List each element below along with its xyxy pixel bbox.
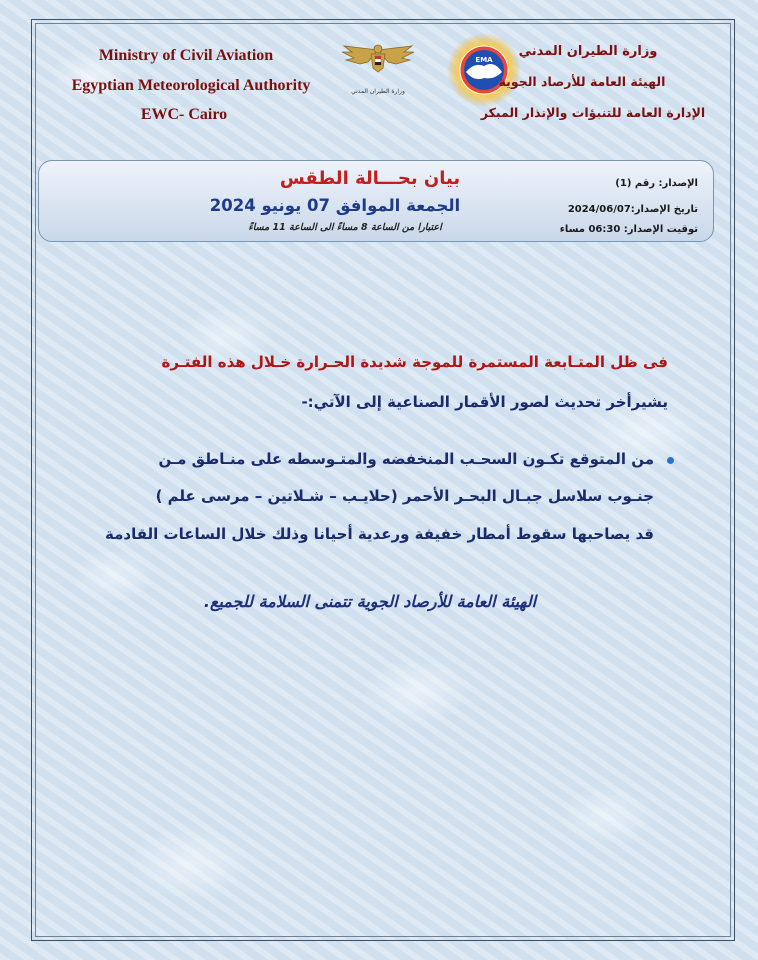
forecast-line-1: من المتوقع تكـون السحـب المنخفضه والمتـوسطه على منـاطق مـن bbox=[158, 450, 654, 468]
bulletin-title: بيان بحـــالة الطقس bbox=[279, 168, 461, 189]
forecast-line-3: قد يصاحبها سقوط أمطار خفيفة ورعدية أحيانا وذلك خلال الساعات القادمة bbox=[105, 525, 654, 543]
bulletin-validity: اعتبارا من الساعة 8 مساءً الى الساعة 11 مساءً bbox=[248, 222, 442, 233]
header-ar-ministry: وزارة الطيران المدني bbox=[518, 44, 658, 59]
issue-time: توقيت الإصدار: 06:30 مساء bbox=[559, 224, 698, 235]
header-en-ministry: Ministry of Civil Aviation bbox=[98, 47, 274, 64]
forecast-line-2: جنـوب سلاسل جبـال البحـر الأحمر (حلايـب – شـلاتين – مرسى علم ) bbox=[155, 487, 654, 505]
closing-message: الهيئة العامة للأرصاد الجوية تتمنى السلامة للجميع. bbox=[203, 592, 537, 611]
issue-number: الإصدار: رقم (1) bbox=[615, 178, 698, 189]
header-en-center: EWC- Cairo bbox=[140, 106, 228, 123]
header-en-authority: Egyptian Meteorological Authority bbox=[71, 77, 311, 94]
bulletin-date: الجمعة الموافق 07 يونيو 2024 bbox=[209, 196, 461, 215]
ministry-logo-caption: وزارة الطيران المدني bbox=[351, 88, 405, 95]
intro-line-2: يشيرأخر تحديث لصور الأقمار الصناعية إلى الآتي:- bbox=[301, 393, 668, 411]
ministry-eagle-logo bbox=[338, 40, 418, 92]
bullet-marker bbox=[667, 457, 674, 464]
issue-date: تاريخ الإصدار:2024/06/07 bbox=[567, 204, 698, 215]
header-ar-authority: الهيئة العامة للأرصاد الجوية bbox=[498, 74, 666, 89]
ema-logo-label: EMA bbox=[475, 56, 493, 64]
intro-line-1: فى ظل المتـابعة المستمرة للموجة شديدة الحـرارة خـلال هذه الفتـرة bbox=[161, 353, 668, 371]
header-ar-department: الإدارة العامة للتنبؤات والإنذار المبكر bbox=[480, 105, 706, 120]
